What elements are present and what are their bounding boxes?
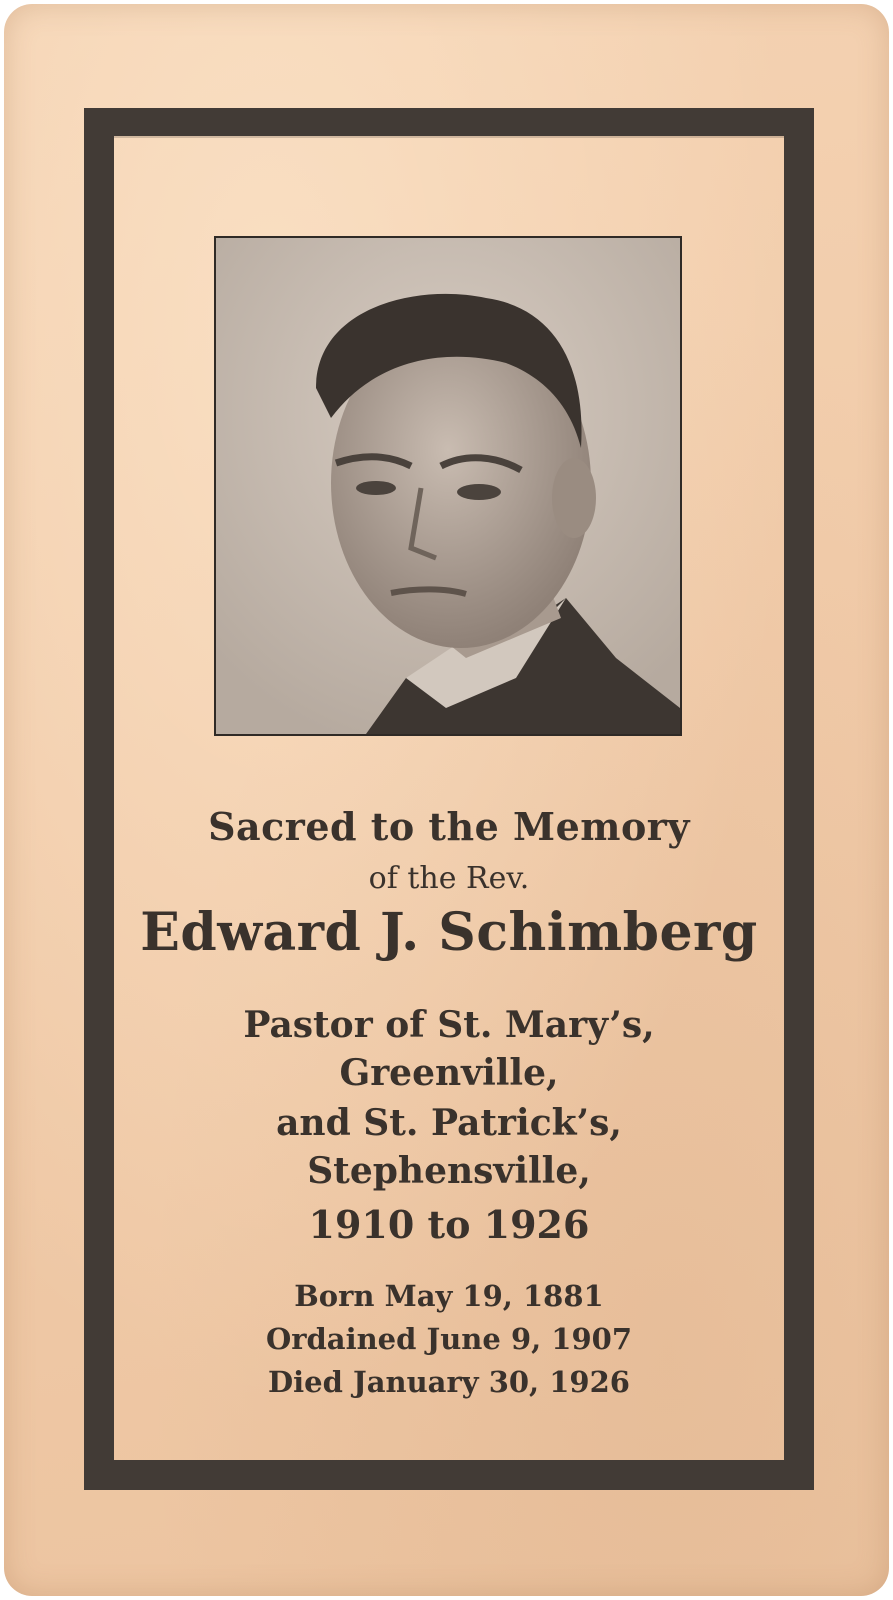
memorial-heading: Sacred to the Memory: [208, 804, 690, 849]
deceased-name: Edward J. Schimberg: [140, 902, 758, 963]
title-prefix: of the Rev.: [368, 861, 530, 896]
pastorate-years: 1910 to 1926: [308, 1202, 590, 1247]
birth-date: Born May 19, 1881: [294, 1279, 604, 1313]
death-date: Died January 30, 1926: [268, 1365, 630, 1399]
second-parish: and St. Patrick’s,: [276, 1102, 622, 1144]
portrait-image: [216, 238, 680, 734]
parish-town-2: Stephensville,: [307, 1150, 591, 1192]
ordination-date: Ordained June 9, 1907: [265, 1322, 633, 1356]
parish-town-1: Greenville,: [339, 1052, 559, 1094]
portrait-photo: [214, 236, 682, 736]
memorial-card: [4, 4, 889, 1596]
pastor-of-parish: Pastor of St. Mary’s,: [243, 1004, 655, 1046]
